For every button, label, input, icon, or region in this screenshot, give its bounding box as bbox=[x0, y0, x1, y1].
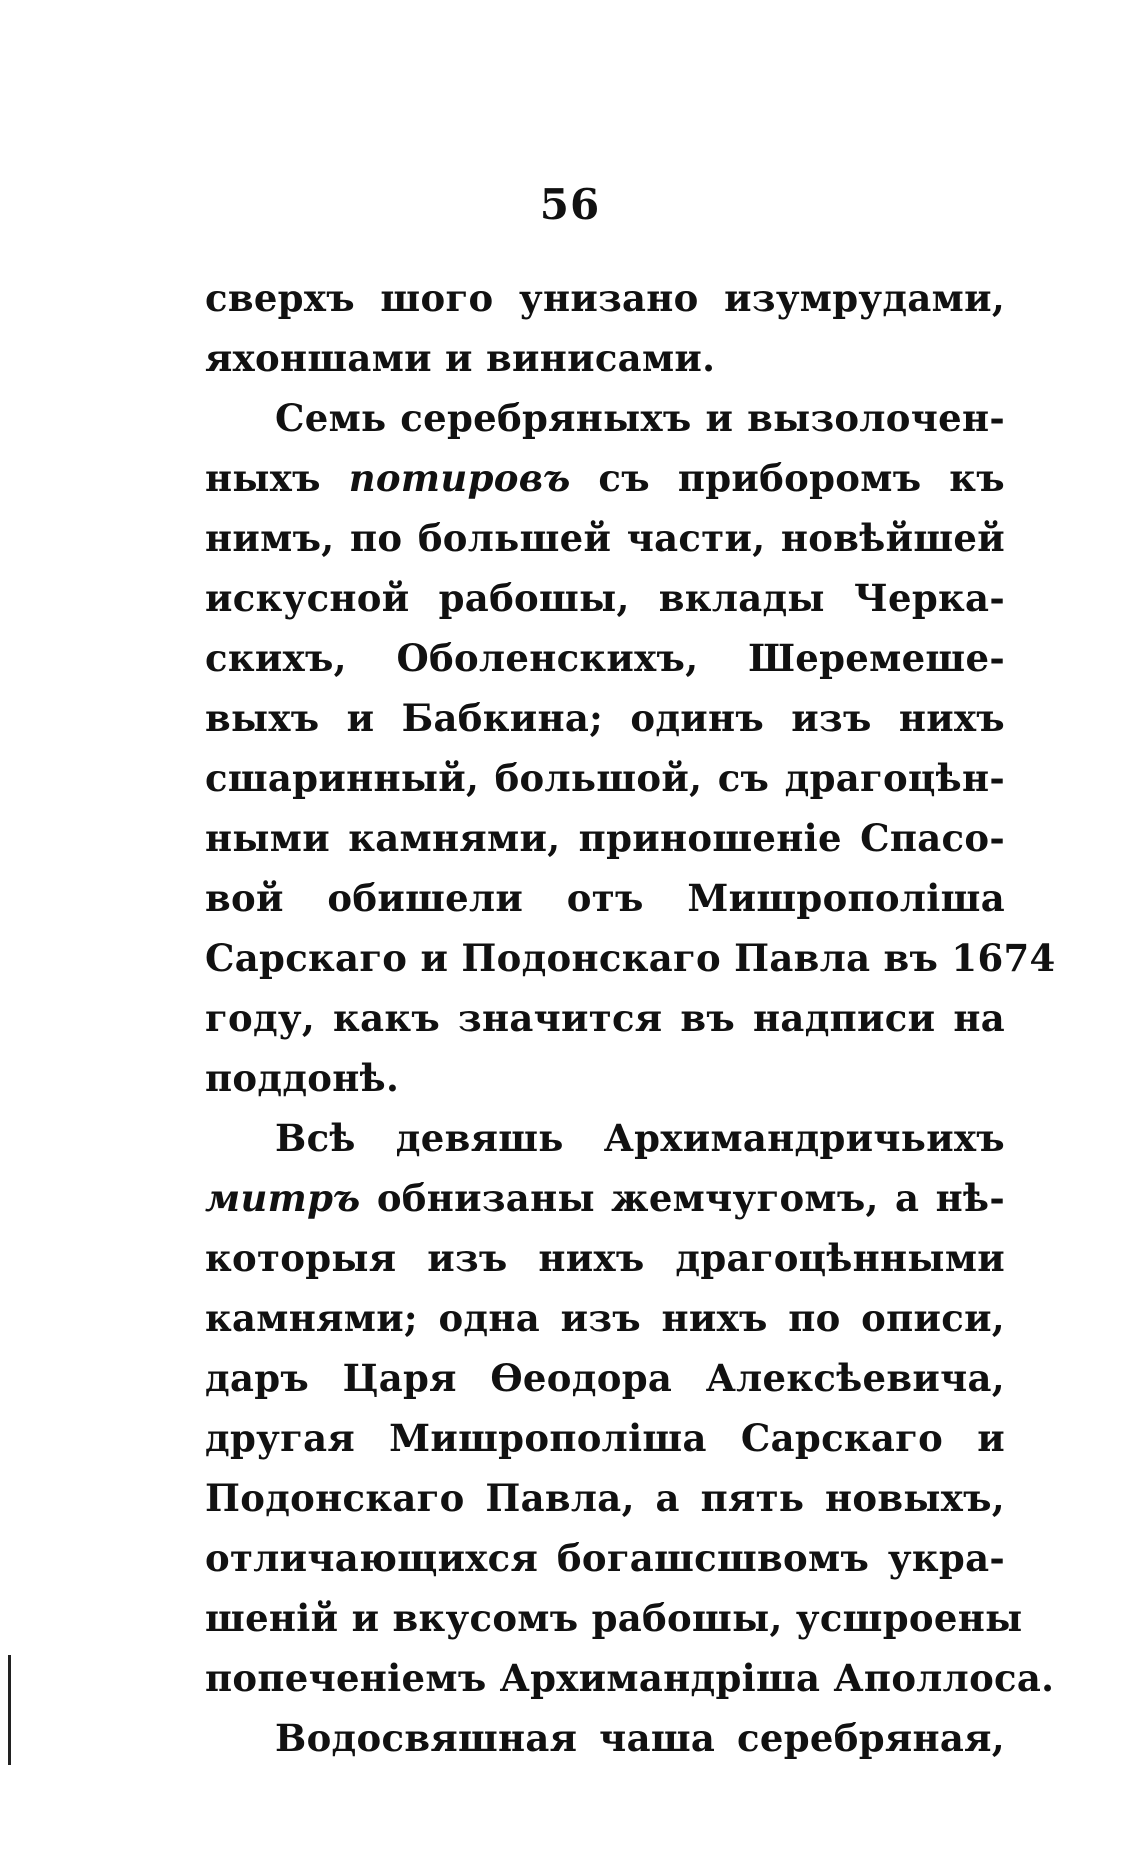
text-segment: сверхъ шого унизано изумрудами, bbox=[205, 276, 1005, 320]
text-segment: Семь серебряныхъ и вызолочен- bbox=[275, 396, 1005, 440]
text-segment: другая Мишрополіша Сарскаго и bbox=[205, 1416, 1005, 1460]
text-segment: нимъ, по большей части, новѣйшей bbox=[205, 516, 1005, 560]
text-line bbox=[205, 1288, 1005, 1348]
text-segment: Водосвяшная чаша серебряная, bbox=[275, 1716, 1005, 1760]
text-line bbox=[205, 268, 1005, 328]
text-segment: году, какъ значится въ надписи на bbox=[205, 996, 1005, 1040]
text-segment: Всѣ девяшь Архимандричьихъ bbox=[275, 1116, 1005, 1160]
text-segment: отличающихся богашсшвомъ укра- bbox=[205, 1536, 1005, 1580]
text-segment: выхъ и Бабкина; одинъ изъ нихъ bbox=[205, 696, 1005, 740]
text-segment: искусной рабошы, вклады Черка- bbox=[205, 576, 1005, 620]
text-line bbox=[205, 1348, 1005, 1408]
text-segment: поддонѣ. bbox=[205, 1056, 400, 1100]
text-line bbox=[205, 508, 1005, 568]
italic-term: потировъ bbox=[348, 456, 571, 500]
text-line bbox=[205, 1408, 1005, 1468]
text-line bbox=[205, 1648, 1055, 1708]
text-segment: ными камнями, приношеніе Спасо- bbox=[205, 816, 1005, 860]
text-segment: камнями; одна изъ нихъ по описи, bbox=[205, 1296, 1005, 1340]
text-segment: съ приборомъ къ bbox=[570, 456, 1005, 500]
text-segment: даръ Царя Ѳеодора Алексѣевича, bbox=[205, 1356, 1005, 1400]
text-segment: ныхъ bbox=[205, 456, 349, 500]
page-number: 56 bbox=[539, 180, 601, 229]
text-line bbox=[205, 1588, 1023, 1648]
text-line bbox=[205, 868, 1005, 928]
text-line bbox=[205, 928, 1056, 988]
text-line bbox=[205, 1228, 1005, 1288]
text-line bbox=[205, 448, 1005, 508]
text-segment: Подонскаго Павла, а пять новыхъ, bbox=[205, 1476, 1005, 1520]
text-line bbox=[205, 1108, 1005, 1168]
body-text bbox=[205, 268, 1056, 1768]
text-line bbox=[205, 688, 1005, 748]
text-segment: попеченіемъ Архимандрiша Аполлоса. bbox=[205, 1656, 1055, 1700]
text-line bbox=[205, 1048, 1005, 1108]
text-segment: сшаринный, большой, съ драгоцѣн- bbox=[205, 756, 1005, 800]
text-segment: яхоншами и винисами. bbox=[205, 336, 716, 380]
text-segment: скихъ, Оболенскихъ, Шеремеше- bbox=[205, 636, 1005, 680]
text-line bbox=[205, 628, 1005, 688]
text-segment: обнизаны жемчугомъ, а нѣ- bbox=[360, 1176, 1005, 1220]
text-line bbox=[205, 1468, 1005, 1528]
text-line bbox=[205, 1528, 1005, 1588]
text-line bbox=[205, 328, 1005, 388]
text-line bbox=[205, 1168, 1005, 1228]
text-line bbox=[205, 568, 1005, 628]
margin-scan-mark bbox=[8, 1655, 11, 1765]
text-line bbox=[205, 808, 1005, 868]
text-segment: которыя изъ нихъ драгоцѣнными bbox=[205, 1236, 1005, 1280]
text-line bbox=[205, 388, 1005, 448]
text-segment: вой обишели отъ Мишрополіша bbox=[205, 876, 1005, 920]
text-line bbox=[205, 748, 1005, 808]
italic-term: митръ bbox=[205, 1176, 361, 1220]
text-line bbox=[205, 988, 1005, 1048]
text-segment: Сарскаго и Подонскаго Павла въ 1674 bbox=[205, 936, 1056, 980]
text-segment: шеній и вкусомъ рабошы, усшроены bbox=[205, 1596, 1023, 1640]
text-line bbox=[205, 1708, 1005, 1768]
